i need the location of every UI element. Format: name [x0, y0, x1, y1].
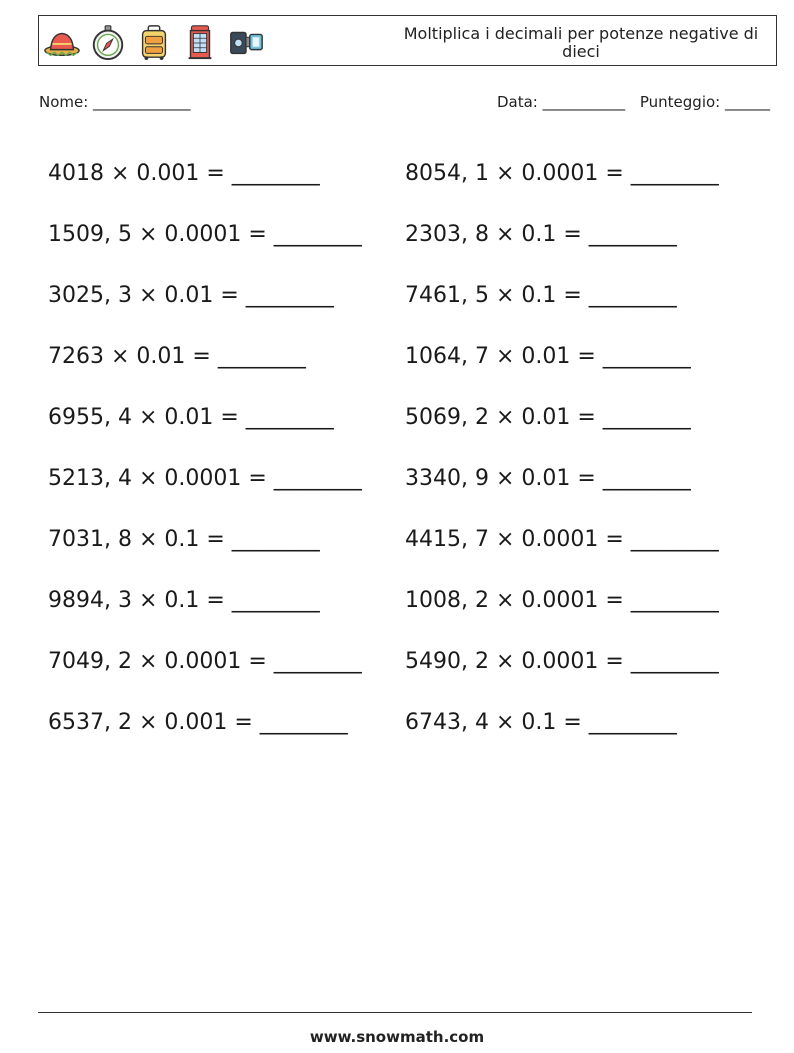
problem-item: 6537, 2 × 0.001 = ________ — [48, 710, 348, 735]
problem-item: 3340, 9 × 0.01 = ________ — [405, 466, 691, 491]
problem-row — [48, 265, 768, 326]
phone-booth-icon — [181, 23, 219, 61]
sombrero-icon — [43, 23, 81, 61]
problem-row — [48, 326, 768, 387]
worksheet-title: Moltiplica i decimali per potenze negative di dieci — [403, 24, 759, 61]
problem-item: 5490, 2 × 0.0001 = ________ — [405, 649, 719, 674]
problem-item: 5069, 2 × 0.01 = ________ — [405, 405, 691, 430]
problem-item: 9894, 3 × 0.1 = ________ — [48, 588, 320, 613]
problem-item: 4415, 7 × 0.0001 = ________ — [405, 527, 719, 552]
footer-divider — [38, 1012, 752, 1013]
problem-grid — [48, 143, 768, 753]
problem-row — [48, 692, 768, 753]
problem-row — [48, 448, 768, 509]
compass-icon — [89, 23, 127, 61]
problem-item: 3025, 3 × 0.01 = ________ — [48, 283, 334, 308]
problem-item: 5213, 4 × 0.0001 = ________ — [48, 466, 362, 491]
problem-item: 7263 × 0.01 = ________ — [48, 344, 306, 369]
problem-item: 7461, 5 × 0.1 = ________ — [405, 283, 677, 308]
problem-item: 1008, 2 × 0.0001 = ________ — [405, 588, 719, 613]
name-field: Nome: _____________ — [39, 93, 191, 111]
problem-row — [48, 570, 768, 631]
problem-item: 6743, 4 × 0.1 = ________ — [405, 710, 677, 735]
date-score-fields — [497, 93, 770, 111]
problem-item: 8054, 1 × 0.0001 = ________ — [405, 161, 719, 186]
problem-item: 2303, 8 × 0.1 = ________ — [405, 222, 677, 247]
camcorder-icon — [227, 23, 265, 61]
header-box — [38, 15, 777, 66]
header-icons — [43, 23, 265, 61]
footer-url[interactable]: www.snowmath.com — [309, 1028, 485, 1046]
problem-row — [48, 143, 768, 204]
problem-row — [48, 631, 768, 692]
problem-item: 7049, 2 × 0.0001 = ________ — [48, 649, 362, 674]
problem-item: 1064, 7 × 0.01 = ________ — [405, 344, 691, 369]
problem-row — [48, 204, 768, 265]
problem-item: 1509, 5 × 0.0001 = ________ — [48, 222, 362, 247]
score-field: Punteggio: ______ — [639, 93, 770, 111]
date-field: Data: ___________ — [496, 93, 626, 111]
problem-row — [48, 387, 768, 448]
problem-item: 7031, 8 × 0.1 = ________ — [48, 527, 320, 552]
problem-row — [48, 509, 768, 570]
suitcase-icon — [135, 23, 173, 61]
problem-item: 6955, 4 × 0.01 = ________ — [48, 405, 334, 430]
problem-item: 4018 × 0.001 = ________ — [48, 161, 320, 186]
